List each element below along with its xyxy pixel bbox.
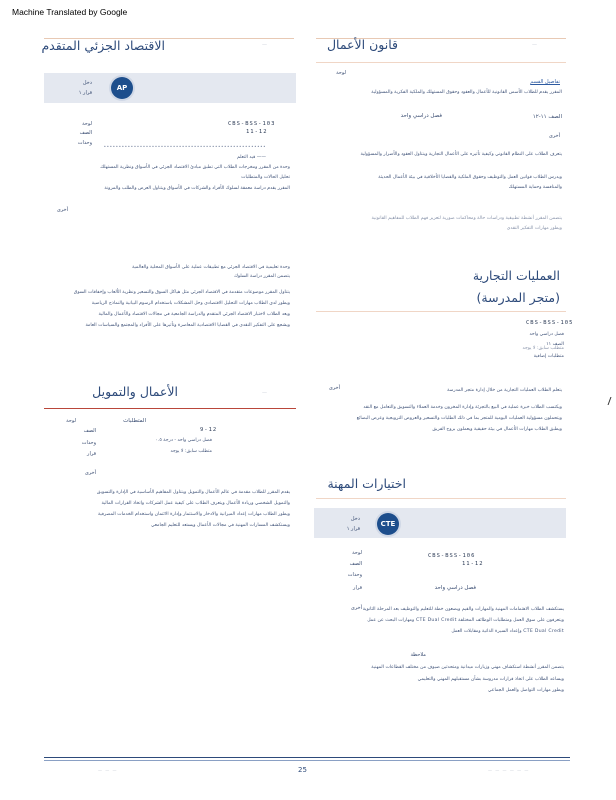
micro-desc: ••••••••••••••••••••••••••••••••••••••••••••••••••••••: [103, 145, 266, 150]
finance-para: يقدم المقرر للطلاب مقدمة في عالم الأعمال والتمويل ويتناول المفاهيم الأساسية في الإدارة والتسويق: [96, 490, 290, 495]
micro-title: الاقتصاد الجزئي المتقدم: [41, 38, 165, 53]
finance-label: قرار: [87, 451, 96, 457]
finance-label: الصف: [83, 428, 96, 434]
career-course-code: CBS-BSS-106: [428, 553, 476, 559]
career-sub-label: ملاحظة: [410, 652, 426, 658]
career-rule: [316, 498, 566, 499]
career-row: فصل دراسي واحد: [434, 585, 476, 591]
micro-para3: ويعد الطلاب لاختبار الاقتصاد الجزئي المتقدم والدراسة الجامعية في مجالات الاقتصاد والأعمال والمالية: [98, 312, 290, 317]
retail-note-label: أخرى: [328, 385, 340, 391]
finance-label: وحدات: [81, 440, 96, 446]
edge-mark: [605, 397, 612, 405]
finance-label: لوحة: [66, 418, 76, 424]
law-para2: يتضمن المقرر أنشطة تطبيقية ودراسات حالة ومحاكمات صورية لتعزيز فهم الطلاب للمفاهيم القانونية: [371, 216, 562, 221]
law-link[interactable]: تفاصيل القسم: [530, 79, 560, 85]
finance-head: المتطلبات: [123, 418, 146, 424]
career-title: اختيارات المهنة: [327, 476, 406, 491]
retail-para: ويكتسب الطلاب خبرة عملية في البيع بالتجزئة وإدارة المخزون وخدمة العملاء والتسويق والتعامل مع النقد: [363, 405, 562, 410]
career-note-label: أخرى: [350, 605, 362, 611]
career-para: ويتعرفون على سوق العمل ومتطلبات الوظائف المختلفة CTE Dual Credit ومهارات البحث عن عمل: [367, 618, 564, 623]
micro-label: لوحة: [82, 121, 92, 127]
micro-para3: ويطور لدى الطلاب مهارات التحليل الاقتصادي وحل المشكلات باستخدام الرسوم البيانية والنماذج الرياضية: [91, 301, 290, 306]
micro-note-label: أخرى: [56, 207, 68, 213]
micro-band-line: قرار ١: [78, 90, 92, 96]
career-label: قرار: [353, 585, 362, 591]
micro-para3: ويشجع على التفكير النقدي في القضايا الاقتصادية المعاصرة وتأثيرها على الأفراد والمجتمع والسياسات العامة: [85, 323, 290, 328]
footer-right-text: — — — — — —: [488, 768, 530, 773]
retail-rule: [316, 311, 566, 312]
career-band: [314, 508, 566, 538]
retail-line: فصل دراسي واحد: [529, 332, 564, 337]
retail-subtitle: (متجر المدرسة): [476, 290, 560, 305]
footer-rule: [44, 757, 570, 758]
retail-para: ويطبق الطلاب مهارات الأعمال في بيئة حقيقية ويعملون بروح الفريق: [432, 427, 562, 432]
career-grade: 11-12: [462, 561, 484, 567]
cte-logo-icon: CTE: [377, 513, 399, 535]
law-label: لوحة: [336, 70, 346, 76]
finance-para: ويطور الطلاب مهارات إعداد الميزانية والادخار والاستثمار وإدارة الائتمان واستخدام الخدمات المصرفية: [97, 512, 290, 517]
machine-translation-banner: Machine Translated by Google: [12, 7, 128, 17]
retail-title: العمليات التجارية: [472, 268, 560, 283]
finance-rule: [44, 408, 296, 409]
retail-para: يتعلم الطلاب العمليات التجارية من خلال إدارة متجر المدرسة: [447, 388, 562, 393]
footer-rule-thin: [44, 760, 570, 761]
micro-desc: وحدة من المقرر ومخرجات الطلاب التي تطبق مبادئ الاقتصاد الجزئي في الأسواق ونظرية المستهلك: [100, 165, 290, 170]
micro-band: [44, 73, 296, 103]
retail-para: ويتحملون مسؤولية العمليات اليومية للمتجر بما في ذلك الطلبات والتسعير والعروض الترويجية وعرض البضائع: [356, 416, 562, 421]
finance-para: ويستكشف المسارات المهنية في مجالات الأعمال ويستعد للتعليم الجامعي: [150, 523, 290, 528]
law-para: ويدرس الطلاب قوانين العمل والتوظيف وحقوق الملكية والقضايا الأخلاقية في بيئة الأعمال الحديثة: [378, 175, 562, 180]
micro-label: وحدات: [77, 140, 92, 146]
micro-para3: يتناول المقرر موضوعات متقدمة في الاقتصاد الجزئي مثل هياكل السوق والتسعير ونظرية الألعاب وإخفاقات السوق: [73, 290, 290, 295]
career-label: وحدات: [347, 572, 362, 578]
micro-course-code: CBS-BSS-103: [228, 121, 276, 127]
law-para: يتعرف الطلاب على النظام القانوني وكيفية تأثيره على الأعمال التجارية ويتناول العقود والأضرار والمسؤولية: [360, 152, 562, 157]
finance-note-label: أخرى: [84, 470, 96, 476]
retail-line: متطلبات إضافية: [533, 354, 564, 359]
career-band-line: قرار ١: [346, 526, 360, 532]
micro-band-line: دخل: [82, 80, 92, 86]
micro-tag: —: [262, 42, 268, 48]
micro-label: الصف: [79, 130, 92, 136]
law-para2: ويطور مهارات التفكير النقدي: [506, 226, 562, 231]
ap-logo-icon: AP: [111, 77, 133, 99]
law-row: فصل دراسي واحد: [400, 113, 442, 119]
law-note-label: أخرى: [548, 133, 560, 139]
career-para2: يتضمن المقرر أنشطة استكشاف مهني وزيارات ميدانية ومتحدثين ضيوف من مختلف القطاعات المهنية: [371, 665, 564, 670]
page-number: 25: [298, 766, 307, 774]
footer-left-text: — — —: [98, 768, 118, 773]
finance-sub: فصل دراسي واحد - درجة ٠.٥: [155, 438, 212, 443]
law-rule: [316, 62, 566, 63]
career-band-line: دخل: [350, 516, 360, 522]
law-row: الصف ١١-١٢: [532, 114, 562, 120]
career-para: CTE Dual Credit وإعداد السيرة الذاتية ومقابلات العمل: [451, 629, 564, 634]
finance-grade: 9-12: [200, 427, 218, 433]
retail-line: متطلب سابق: لا يوجد: [522, 346, 564, 351]
career-label: لوحة: [352, 550, 362, 556]
finance-tag: —: [262, 390, 268, 396]
finance-para: والتمويل الشخصي وريادة الأعمال ويتعرف الطلاب على كيفية عمل الشركات واتخاذ القرارات المالية: [101, 501, 290, 506]
micro-desc: المقرر يقدم دراسة معمقة لسلوك الأفراد والشركات في الأسواق ويتناول العرض والطلب والمرونة: [104, 186, 290, 191]
micro-desc: —— قيد التعلم: [237, 155, 266, 160]
career-label: الصف: [349, 561, 362, 567]
retail-line: الصف ١١: [546, 342, 564, 347]
micro-grade: 11-12: [246, 129, 268, 135]
retail-course-code: CBS-BSS-105: [526, 320, 574, 326]
career-para: يستكشف الطلاب الاهتمامات المهنية والمهارات والقيم ويضعون خطة للتعليم والتوظيف بعد المرحلة الثانوية: [362, 607, 564, 612]
micro-para2: يتضمن المقرر دراسة السلوك: [234, 274, 290, 279]
law-line: المقرر يقدم للطلاب الأسس القانونية للأعمال والعقود وحقوق المستهلك والملكية الفكرية والمسؤولية: [371, 90, 562, 95]
career-para2: ويساعد الطلاب على اتخاذ قرارات مدروسة بشأن مستقبلهم المهني والتعليمي: [417, 677, 564, 682]
micro-para2: وحدة تعليمية في الاقتصاد الجزئي مع تطبيقات عملية على الأسواق المحلية والعالمية: [132, 265, 290, 270]
law-para: والمنافسة وحماية المستهلك: [508, 185, 562, 190]
law-title: قانون الأعمال: [326, 37, 398, 52]
finance-sub: متطلب سابق: لا يوجد: [170, 449, 212, 454]
career-para2: ويطور مهارات التواصل والعمل الجماعي: [487, 688, 564, 693]
law-tag: —: [532, 42, 538, 48]
finance-title: الأعمال والتمويل: [92, 384, 178, 399]
micro-desc: تحليل الحالات والمتطلبات: [241, 175, 290, 180]
